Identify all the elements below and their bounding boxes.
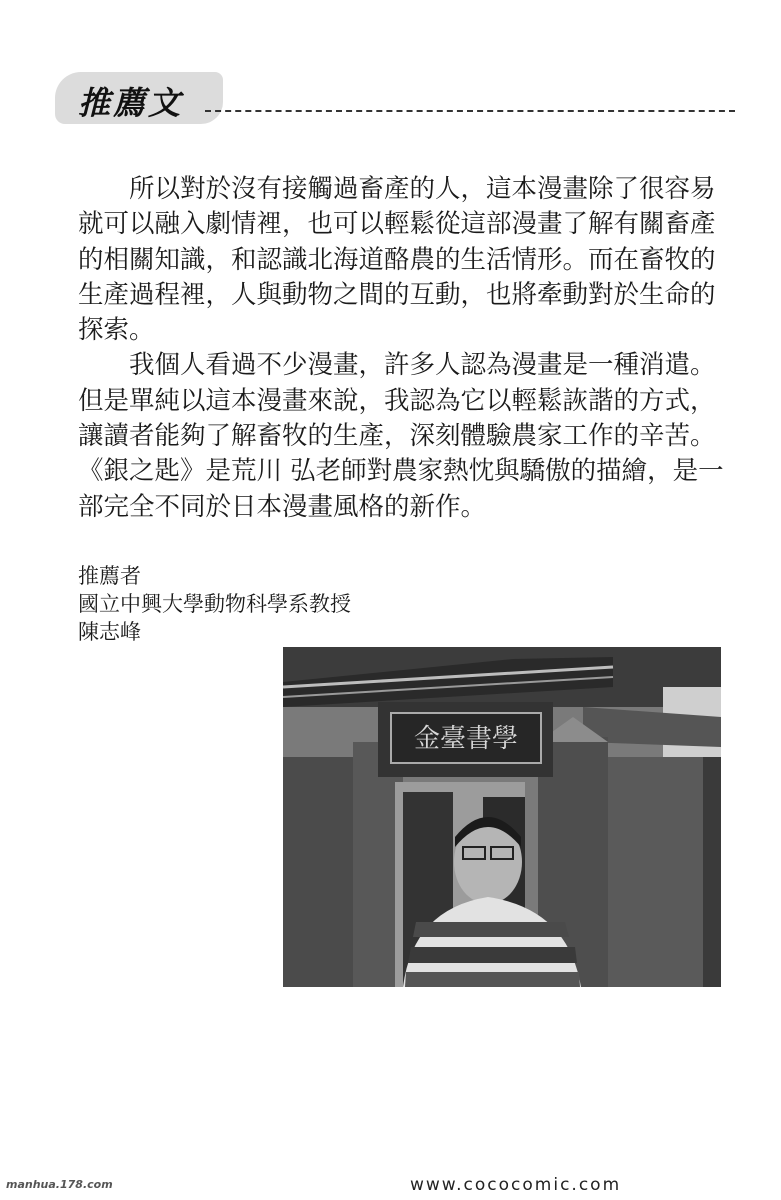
recommender-label: 推薦者 — [78, 564, 141, 588]
gate-photo-illustration — [283, 647, 721, 987]
header-dashed-rule — [205, 110, 735, 112]
paragraph-2: 我個人看過不少漫畫，許多人認為漫畫是一種消遣。但是單純以這本漫畫來說，我認為它以輕鬆詼諧的方式，讓讀者能夠了解畜牧的生產，深刻體驗農家工作的辛苦。《銀之匙》是荒川 弘老師對農家熱忱與驕傲的描繪，是一部完全不同於日本漫畫風格的新作。 — [78, 350, 724, 522]
recommender-title: 國立中興大學動物科學系教授 — [78, 592, 351, 616]
recommender-photo — [283, 647, 721, 987]
gate-plaque-text: 金臺書學 — [413, 724, 519, 754]
footer-right-url: www.cococomic.com — [410, 1175, 622, 1195]
page-title: 推薦文 — [78, 84, 184, 122]
recommender-credits — [78, 562, 351, 646]
paragraph-1: 所以對於沒有接觸過畜產的人，這本漫畫除了很容易就可以融入劇情裡，也可以輕鬆從這部漫畫了解有關畜產的相關知識，和認識北海道酪農的生活情形。而在畜牧的生產過程裡，人與動物之間的互動，也將牽動對於生命的探索。 — [78, 174, 716, 346]
article-body — [78, 172, 728, 525]
recommender-name: 陳志峰 — [78, 620, 141, 644]
footer-left-watermark: manhua.178.com — [6, 1178, 113, 1191]
